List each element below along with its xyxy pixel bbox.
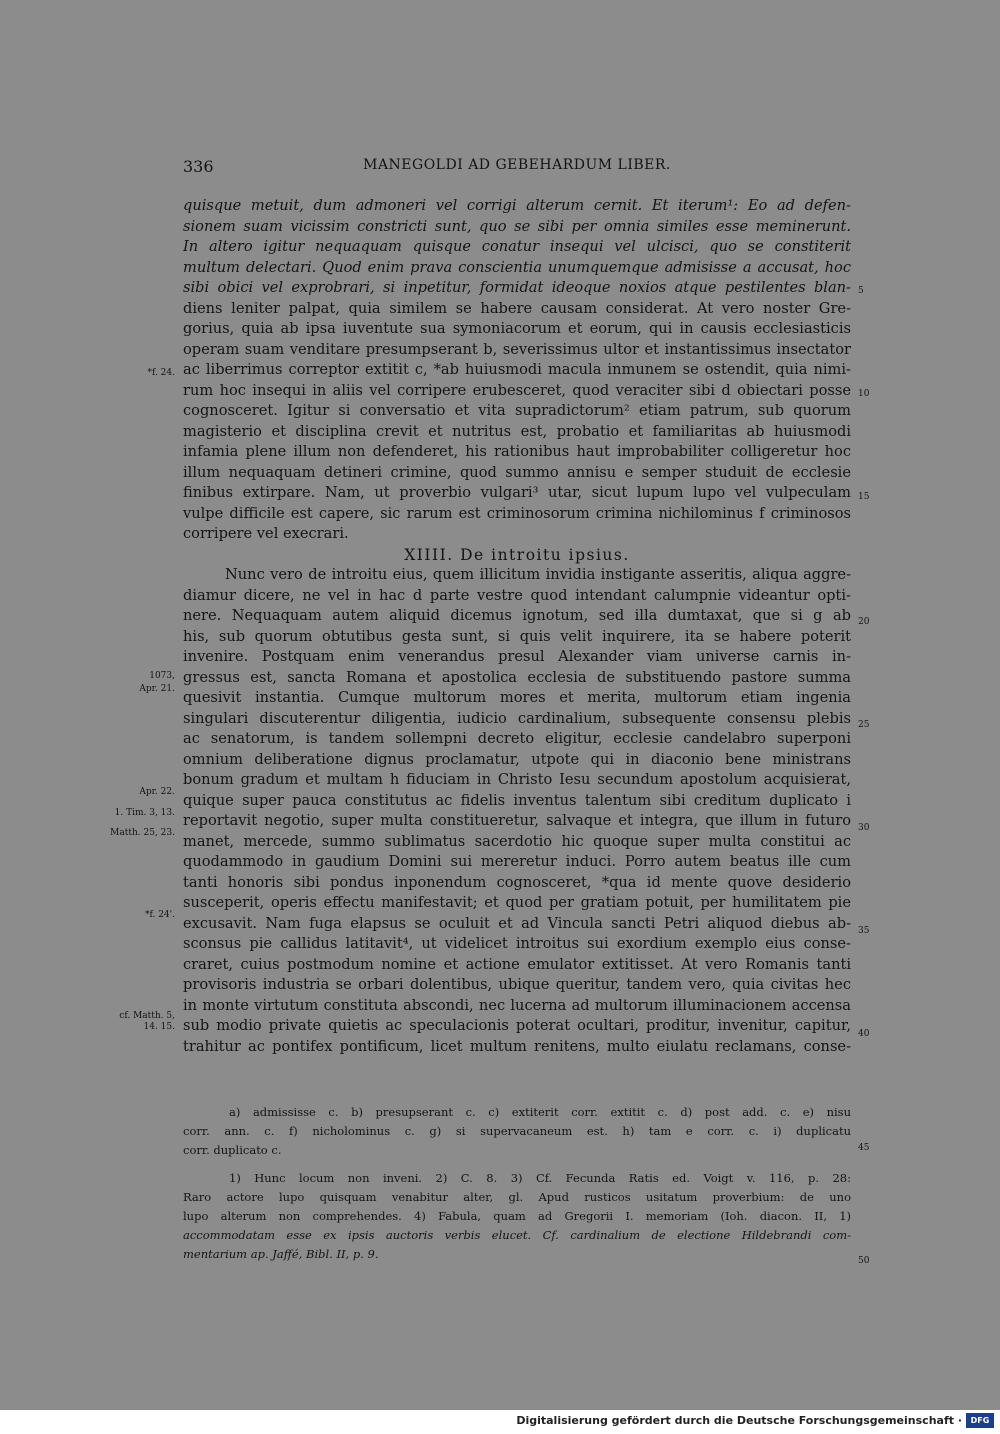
line-number: 5 (858, 286, 864, 296)
text-line: quisque metuit, dum admoneri vel corrigi alterum cernit. Et iterum¹: Eo ad defen- (183, 197, 851, 214)
footer-bar (0, 1410, 1000, 1434)
margin-note: *f. 24'. (144, 910, 175, 920)
text-line: manet, mercede, summo sublimatus sacerdotio hic quoque super multa constitui ac (183, 832, 851, 850)
text-line: craret, cuius postmodum nomine et actione emulator extitisset. At vero Romanis tanti (183, 955, 851, 973)
text-line: sconsus pie callidus latitavit⁴, ut videlicet introitus sui exordium exemplo eius conse- (183, 935, 851, 952)
text-line: magisterio et disciplina crevit et nutritus est, probatio et familiaritas ab huiusmodi (183, 422, 851, 440)
text-line: his, sub quorum obtutibus gesta sunt, si quis velit inquirere, ita se habere poterit (183, 627, 851, 645)
line-number: 35 (858, 926, 870, 936)
margin-note: 1. Tim. 3, 13. (114, 808, 175, 818)
text-line: excusavit. Nam fuga elapsus se oculuit et ad Vincula sancti Petri aliquod diebus ab- (183, 914, 851, 932)
line-number: 15 (858, 492, 870, 502)
line-number: 25 (858, 720, 870, 730)
text-line: infamia plene illum non defenderet, his rationibus haut improbabiliter colligeretur hoc (183, 443, 851, 460)
footnotes (183, 1169, 851, 1264)
text-line: bonum gradum et multam h fiduciam in Christo Iesu secundum apostolum acquisierat, (183, 771, 851, 788)
funding-credit: Digitalisierung gefördert durch die Deutsche Forschungsgemeinschaft · (516, 1414, 962, 1427)
text-line: quodammodo in gaudium Domini sui mereretur induci. Porro autem beatus ille cum (183, 853, 851, 870)
text-line: gorius, quia ab ipsa iuventute sua symoniacorum et eorum, qui in causis ecclesiasticis (183, 320, 851, 337)
text-line: diens leniter palpat, quia similem se habere causam considerat. At vero noster Gre- (183, 299, 851, 317)
text-line: omnium deliberatione dignus proclamatur, utpote qui in diaconio bene ministrans (183, 750, 851, 768)
text-line: sibi obici vel exprobrari, si inpetitur, formidat ideoque noxios atque pestilentes blan- (183, 279, 851, 296)
chapter-heading: XIIII. De introitu ipsius. (404, 545, 630, 564)
footnote-line: accommodatam esse ex ipsis auctoris verbis elucet. Cf. cardinalium de electione Hildebrandi com- (183, 1228, 851, 1242)
margin-note: 14. 15. (143, 1022, 175, 1032)
text-line: trahitur ac pontifex pontificum, licet multum renitens, multo eiulatu reclamans, conse- (183, 1037, 851, 1055)
text-line: reportavit negotio, super multa constitueretur, salvaque et integra, que illum in futuro (183, 812, 851, 829)
text-line: quesivit instantia. Cumque multorum mores et merita, multorum etiam ingenia (183, 689, 851, 706)
text-line: ac senatorum, is tandem sollempni decreto eligitur, ecclesie candelabro superponi (183, 730, 851, 747)
text-line: nere. Nequaquam autem aliquid dicemus ignotum, sed illa dumtaxat, que si g ab (183, 607, 851, 624)
text-line: cognosceret. Igitur si conversatio et vita supradictorum² etiam patrum, sub quorum (183, 402, 851, 419)
footnote-line: 1) Hunc locum non inveni. 2) C. 8. 3) Cf. Fecunda Ratis ed. Voigt v. 116, p. 28: (229, 1171, 851, 1185)
text-line: quique super pauca constitutus ac fidelis inventus talentum sibi creditum duplicato i (183, 791, 851, 809)
apparatus-line: corr. duplicato c. (183, 1143, 282, 1157)
text-line: illum nequaquam detineri crimine, quod summo annisu e semper studuit de ecclesie (183, 463, 851, 481)
margin-note: Apr. 21. (139, 684, 175, 694)
text-line: tanti honoris sibi pondus inponendum cognosceret, *qua id mente quove desiderio (183, 873, 851, 891)
margin-note: Matth. 25, 23. (110, 828, 175, 838)
page-header (183, 157, 851, 179)
text-line: diamur dicere, ne vel in hac d parte vestre quod intendant calumpnie videantur opti- (183, 586, 851, 604)
main-text (183, 196, 851, 1057)
line-number: 30 (858, 823, 870, 833)
margin-note: Apr. 22. (139, 787, 175, 797)
variant-apparatus (183, 1103, 851, 1160)
footnote-line: mentarium ap. Jaffé, Bibl. II, p. 9. (183, 1247, 379, 1261)
line-number: 50 (858, 1256, 870, 1266)
apparatus-line: corr. ann. c. f) nicholominus c. g) si supervacaneum est. h) tam e corr. c. i) duplicatu (183, 1124, 851, 1138)
margin-note: cf. Matth. 5, (119, 1011, 175, 1021)
footnote-line: Raro actore lupo quisquam venabitur alter, gl. Apud rusticos usitatum proverbium: de uno (183, 1190, 851, 1204)
page-number: 336 (183, 157, 214, 176)
margin-note: *f. 24. (147, 368, 175, 378)
text-line: provisoris industria se orbari dolentibus, ubique queritur, tandem vero, quia civitas hec (183, 976, 851, 993)
line-number: 10 (858, 389, 870, 399)
text-line: invenire. Postquam enim venerandus presul Alexander viam universe carnis in- (183, 648, 851, 665)
text-line: gressus est, sancta Romana et apostolica ecclesia de substituendo pastore summa (183, 668, 851, 686)
text-line: In altero igitur nequaquam quisque conatur insequi vel ulcisci, quo se constiterit (183, 238, 851, 255)
text-line: in monte virtutum constituta abscondi, nec lucerna ad multorum illuminacionem accensa (183, 996, 851, 1014)
line-number: 45 (858, 1143, 870, 1153)
text-line: sionem suam vicissim constricti sunt, quo se sibi per omnia similes esse meminerunt. (183, 217, 851, 235)
line-number: 20 (858, 617, 870, 627)
footnote-line: lupo alterum non comprehendes. 4) Fabula, quam ad Gregorii I. memoriam (Ioh. diacon. II, 1) (183, 1209, 851, 1223)
text-line: Nunc vero de introitu eius, quem illicitum invidia instigante asseritis, aliqua aggre- (225, 566, 851, 583)
text-line: ac liberrimus correptor extitit c, *ab huiusmodi macula inmunem se ostendit, quia nimi- (183, 361, 851, 378)
text-line: finibus extirpare. Nam, ut proverbio vulgari³ utar, sicut lupum lupo vel vulpeculam (183, 484, 851, 501)
line-number: 40 (858, 1029, 870, 1039)
margin-note: 1073, (149, 671, 175, 681)
text-line: operam suam venditare presumpserant b, severissimus ultor et instantissimus insectator (183, 340, 851, 358)
text-line: susceperit, operis effectu manifestavit; et quod per gratiam potuit, per humilitatem pie (183, 894, 851, 911)
apparatus-line: a) admississe c. b) presupserant c. c) extiterit corr. extitit c. d) post add. c. e) nisu (229, 1105, 851, 1119)
text-line: singulari discuterentur diligentia, iudicio cardinalium, subsequente consensu plebis (183, 709, 851, 727)
text-line: corripere vel execrari. (183, 525, 349, 542)
dfg-logo: DFG (966, 1413, 994, 1428)
text-line: vulpe difficile est capere, sic rarum est criminosorum crimina nichilominus f criminosos (183, 504, 851, 522)
text-line: sub modio private quietis ac speculacionis poterat ocultari, proditur, invenitur, capitur, (183, 1017, 851, 1034)
text-line: multum delectari. Quod enim prava conscientia unumquemque admisisse a accusat, hoc (183, 258, 851, 276)
text-line: rum hoc insequi in aliis vel corripere erubesceret, quod veraciter sibi d obiectari posse (183, 381, 851, 399)
running-title: MANEGOLDI AD GEBEHARDUM LIBER. (363, 157, 671, 173)
